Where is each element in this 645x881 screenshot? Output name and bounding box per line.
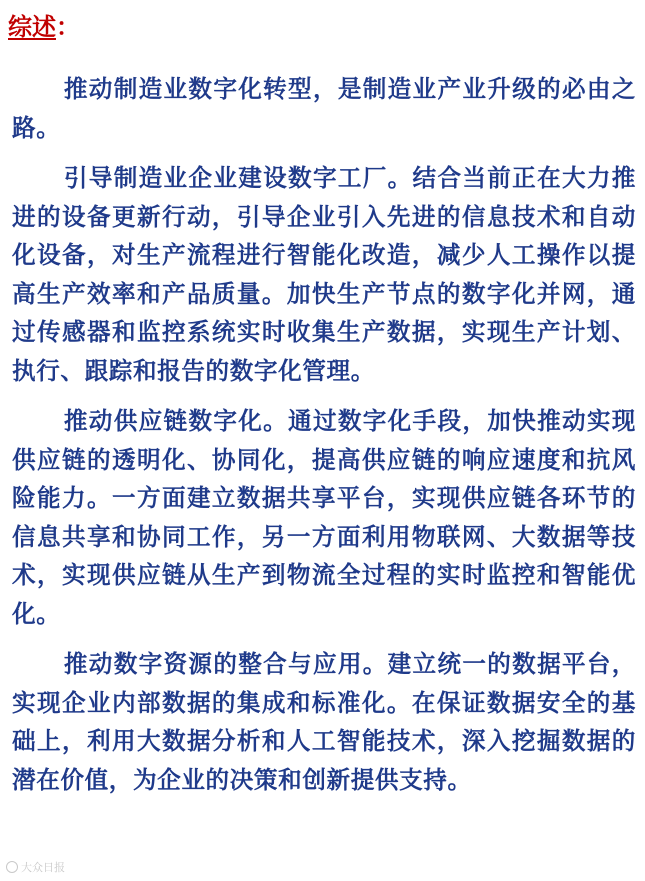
watermark-logo-icon xyxy=(6,861,18,873)
heading-title: 综述 xyxy=(8,13,56,41)
section-heading xyxy=(8,12,80,42)
paragraph-supply-chain: 推动供应链数字化。通过数字化手段，加快推动实现供应链的透明化、协同化，提高供应链的响应速度和抗风险能力。一方面建立数据共享平台，实现供应链各环节的信息共享和协同工作，另一方面利用物联网、大数据等技术，实现供应链从生产到物流全过程的实时监控和智能优化。 xyxy=(12,407,636,628)
paragraph-intro: 推动制造业数字化转型，是制造业产业升级的必由之路。 xyxy=(12,75,636,142)
paragraph-data-resources: 推动数字资源的整合与应用。建立统一的数据平台，实现企业内部数据的集成和标准化。在保证数据安全的基础上，利用大数据分析和人工智能技术，深入挖掘数据的潜在价值，为企业的决策和创新提供支持。 xyxy=(12,650,636,794)
article-body xyxy=(12,70,636,799)
heading-colon: ： xyxy=(56,13,80,41)
watermark xyxy=(6,859,65,875)
paragraph-digital-factory: 引导制造业企业建设数字工厂。结合当前正在大力推进的设备更新行动，引导企业引入先进的信息技术和自动化设备，对生产流程进行智能化改造，减少人工操作以提高生产效率和产品质量。加快生产节点的数字化并网，通过传感器和监控系统实时收集生产数据，实现生产计划、执行、跟踪和报告的数字化管理。 xyxy=(12,164,636,385)
watermark-text: 大众日报 xyxy=(21,861,65,874)
